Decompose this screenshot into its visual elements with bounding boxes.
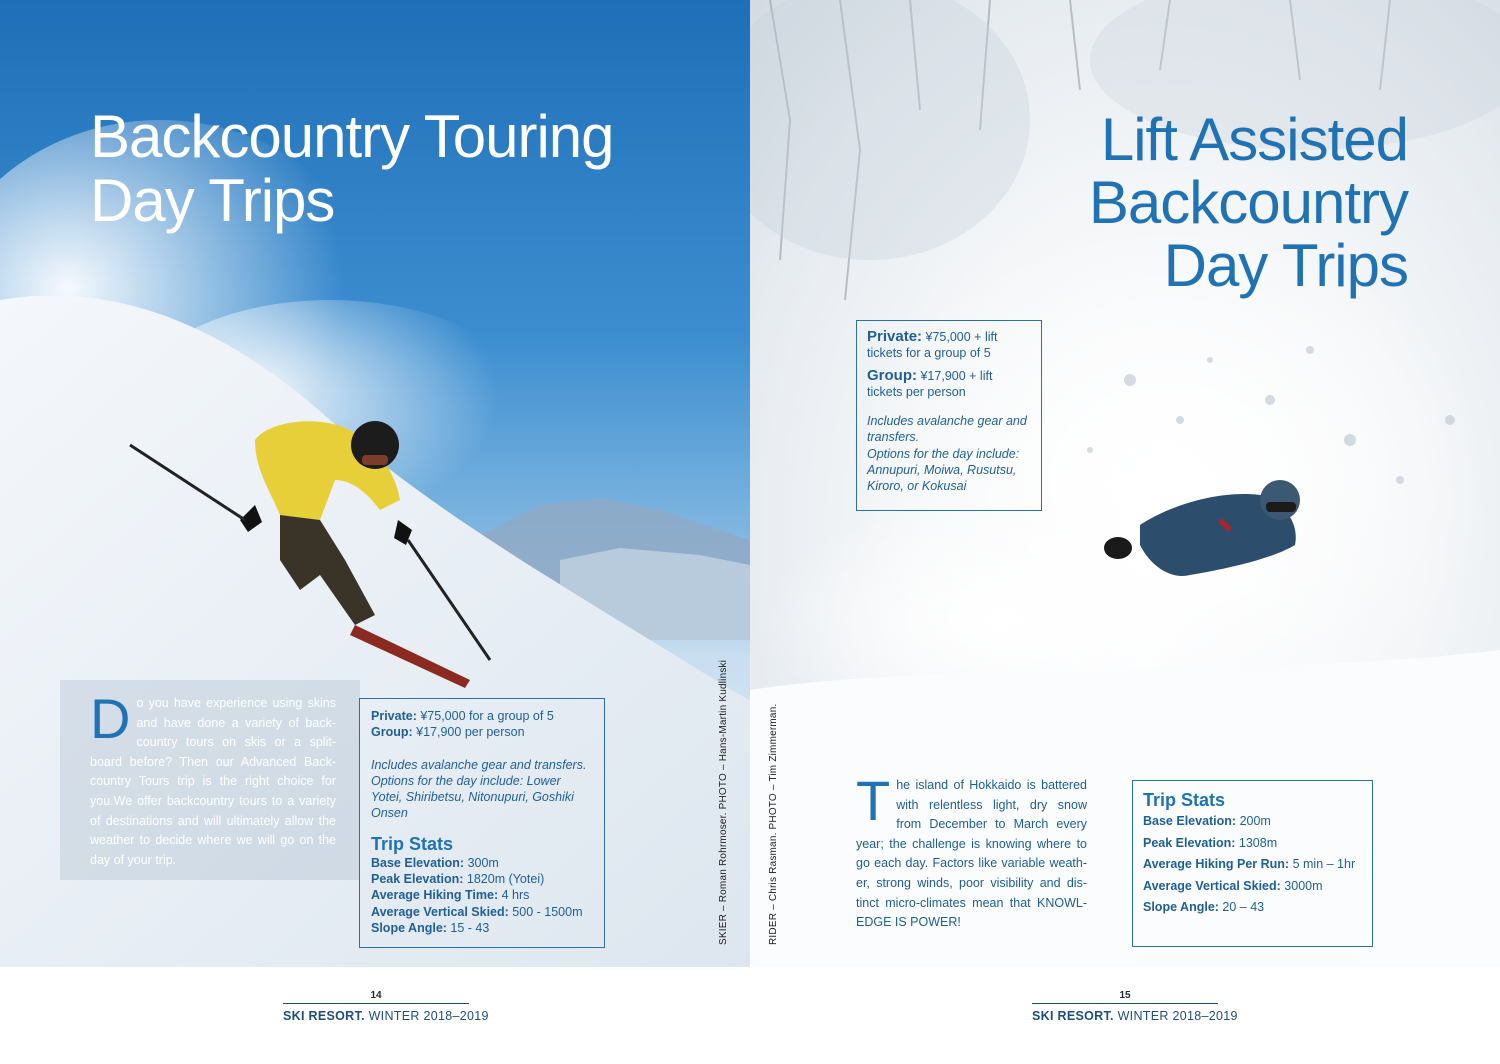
private-value: ¥75,000 + lift tickets for a group of 5 <box>867 330 998 361</box>
stat-value: 5 min – 1hr <box>1292 857 1356 871</box>
edition: WINTER 2018–2019 <box>1117 1009 1238 1023</box>
stat-row <box>371 920 593 936</box>
photo-credit-right: RIDER – Chris Rasman. PHOTO – Tim Zimmerman. <box>768 703 779 945</box>
private-label: Private: <box>867 328 923 345</box>
stat-label: Average Vertical Skied: <box>371 904 509 919</box>
stat-value: 3000m <box>1284 878 1323 893</box>
photo-credit-left: SKIER – Roman Rohrmoser. PHOTO – Hans-Martin Kudlinski <box>718 659 729 945</box>
private-label: Private: <box>371 709 417 723</box>
stat-value: 15 - 43 <box>450 920 490 935</box>
page-title-left <box>90 105 614 233</box>
intro-paragraph-right <box>856 769 1087 933</box>
includes-note: Includes avalanche gear and transfers. <box>867 414 1027 445</box>
intro-paragraph-left <box>90 687 336 870</box>
edition: WINTER 2018–2019 <box>368 1009 489 1023</box>
footer-right <box>1032 990 1238 1025</box>
brand-name: SKI RESORT. <box>1032 1009 1114 1023</box>
stat-row <box>1143 876 1362 898</box>
group-value: ¥17,900 per person <box>416 725 525 740</box>
title-line: Day Trips <box>1163 232 1408 299</box>
pricing-box-left <box>359 698 605 948</box>
pricing-box-right <box>856 320 1042 511</box>
private-value: ¥75,000 for a group of 5 <box>420 709 554 723</box>
footer-rule <box>1032 1003 1218 1004</box>
stat-row <box>1143 833 1362 855</box>
intro-text: he island of Hokkaido is battered with relentless light, dry snow from December to March every year; the challenge is knowing where to go each day. Factors like variable weath-er, strong winds, poor visibility and dis-tinct micro-climates mean that KNOWL-EDGE IS POWER! <box>856 778 1087 930</box>
stat-value: 500 - 1500m <box>512 904 583 919</box>
stat-value: 1820m (Yotei) <box>466 872 545 887</box>
options-note: Options for the day include: Lower Yotei, Shiribetsu, Nitonupuri, Goshiki Onsen <box>371 773 574 821</box>
stat-row <box>1143 897 1362 919</box>
stat-value: 300m <box>467 855 499 870</box>
page-number: 14 <box>370 990 382 1001</box>
stat-row <box>371 871 593 887</box>
title-line: Day Trips <box>90 167 335 234</box>
includes-note: Includes avalanche gear and transfers. <box>371 757 587 772</box>
drop-cap: D <box>90 687 131 750</box>
stat-row <box>1143 854 1362 876</box>
stat-label: Average Hiking Time: <box>371 888 499 903</box>
stat-label: Peak Elevation: <box>1143 835 1236 850</box>
stat-value: 20 – 43 <box>1222 900 1265 914</box>
trip-stats-heading: Trip Stats <box>1143 790 1226 810</box>
group-price <box>371 724 593 740</box>
stat-label: Slope Angle: <box>1143 900 1219 914</box>
stat-row <box>1143 811 1362 833</box>
page-number: 15 <box>1119 990 1131 1001</box>
footer-brand <box>283 1009 489 1023</box>
stat-value: 4 hrs <box>501 888 530 903</box>
group-label: Group: <box>371 725 413 740</box>
trip-stats-box-right <box>1132 780 1373 947</box>
stat-label: Base Elevation: <box>371 855 465 870</box>
group-value: ¥17,900 + lift tickets per person <box>867 368 993 399</box>
stat-value: 1308m <box>1238 835 1278 850</box>
group-label: Group: <box>867 366 917 384</box>
intro-text: o you have experience using skins and have done a variety of back-country tours on skis or a split-board before? Then our Advanced Back-country Tours trip is the right choice for you.We offer backcountry tours to a variety of destinations and will ultimately allow the weather to decide where we will go on the day of your trip. <box>90 696 336 867</box>
left-page <box>0 0 750 967</box>
title-line: Lift Assisted <box>1100 106 1408 173</box>
page-title-right <box>1089 108 1408 297</box>
footer-brand <box>1032 1009 1238 1023</box>
stat-label: Base Elevation: <box>1143 814 1237 828</box>
private-price <box>371 708 593 724</box>
group-price <box>867 368 1031 401</box>
footer-rule <box>283 1003 469 1004</box>
footer-left <box>283 990 489 1025</box>
stat-row <box>371 887 593 903</box>
private-price <box>867 329 1031 362</box>
stat-label: Average Vertical Skied: <box>1143 878 1281 893</box>
stat-label: Peak Elevation: <box>371 872 464 887</box>
right-page <box>750 0 1500 967</box>
title-line: Backcountry <box>1088 169 1408 236</box>
stat-value: 200m <box>1239 814 1271 828</box>
stat-label: Slope Angle: <box>371 920 447 935</box>
stat-row <box>371 855 593 871</box>
title-line: Backcountry Touring <box>90 103 614 170</box>
drop-cap: T <box>856 769 891 832</box>
brand-name: SKI RESORT. <box>283 1009 365 1023</box>
options-note: Options for the day include: Annupuri, Moiwa, Rusutsu, Kiroro, or Kokusai <box>867 446 1020 494</box>
stat-row <box>371 904 593 920</box>
trip-stats-heading: Trip Stats <box>371 833 454 854</box>
stat-label: Average Hiking Per Run: <box>1143 857 1290 871</box>
